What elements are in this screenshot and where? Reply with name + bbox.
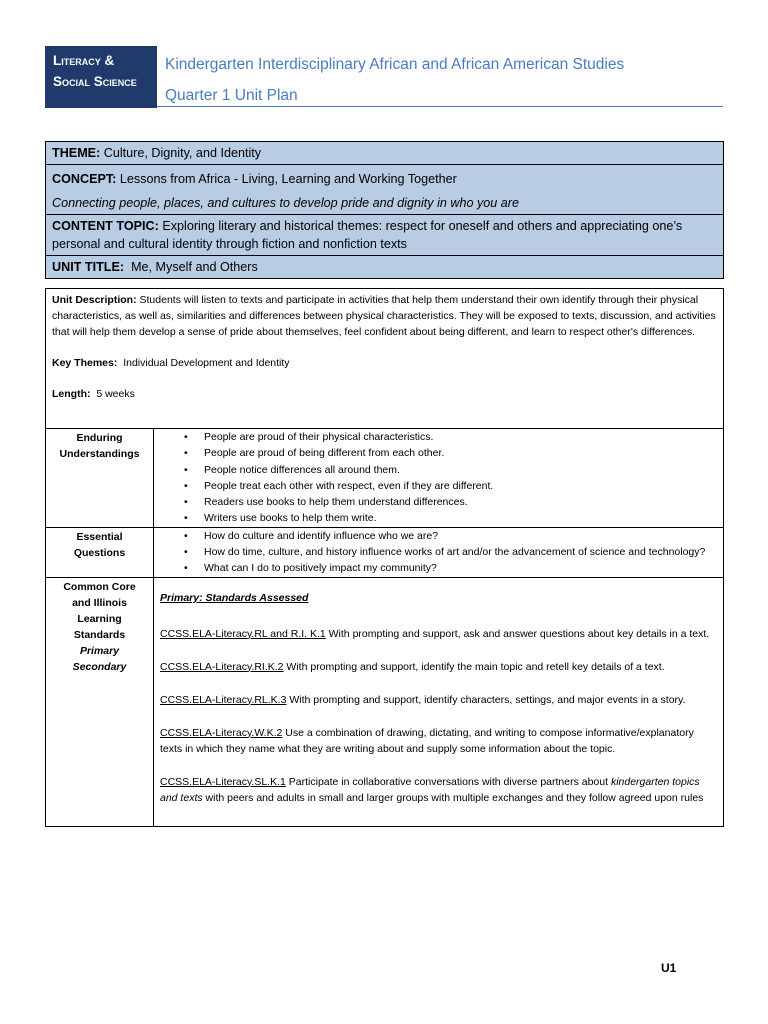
key-themes-label: Key Themes: <box>52 357 118 369</box>
standard-text: with peers and adults in small and larger groups with multiple exchanges and they follow agreed upon rules <box>202 791 704 804</box>
document-subtitle: Quarter 1 Unit Plan <box>165 87 298 104</box>
list-item: • What can I do to positively impact my community? <box>204 560 723 576</box>
key-themes <box>52 355 717 371</box>
unit-title-value: Me, Myself and Others <box>131 260 258 274</box>
list-item: • Readers use books to help them understand differences. <box>204 494 723 510</box>
standards-heading: Primary: Standards Assessed <box>160 591 309 604</box>
concept-label: CONCEPT: <box>52 172 117 186</box>
unit-description-label: Unit Description: <box>52 294 137 306</box>
concept-note: Connecting people, places, and cultures to develop pride and dignity in who you are <box>52 196 519 210</box>
length-value: 5 weeks <box>96 388 135 400</box>
theme-table <box>45 141 724 279</box>
standards-row <box>46 577 724 826</box>
enduring-row <box>46 429 724 528</box>
document-title: Kindergarten Interdisciplinary African and African American Studies <box>165 56 625 73</box>
unit-plan-table <box>45 288 724 827</box>
standard-code[interactable]: CCSS.ELA-Literacy.SL.K.1 <box>160 775 286 788</box>
description-row <box>46 289 724 429</box>
concept-row <box>46 165 724 215</box>
standard-item <box>160 659 717 675</box>
unit-title-row <box>46 256 724 279</box>
standard-code[interactable]: CCSS.ELA-Literacy.W.K.2 <box>160 726 283 739</box>
standards-label-line-6: Secondary <box>72 660 127 673</box>
essential-row <box>46 527 724 577</box>
standard-code[interactable]: CCSS.ELA-Literacy.RI.K.2 <box>160 660 284 673</box>
standard-text-italic: kindergarten topics and texts <box>160 775 700 804</box>
standard-text: Use a combination of drawing, dictating, and writing to compose informative/explanatory texts in which they name what they are writing about and supply some information about the topic. <box>160 726 694 755</box>
standard-code[interactable]: CCSS.ELA-Literacy.RL and R.I. K.1 <box>160 627 326 640</box>
logo-line-1: Literacy & <box>53 53 115 68</box>
length <box>52 386 717 402</box>
standard-text: With prompting and support, identify characters, settings, and major events in a story. <box>286 693 686 706</box>
standards-label-line-5: Primary <box>79 644 120 657</box>
essential-content <box>154 527 724 577</box>
list-item: • People are proud of their physical characteristics. <box>204 429 723 445</box>
essential-list <box>154 528 723 577</box>
essential-label <box>46 527 154 577</box>
enduring-label <box>46 429 154 528</box>
enduring-label-line-1: Enduring <box>76 432 123 444</box>
standard-item <box>160 774 717 806</box>
enduring-list <box>154 429 723 527</box>
length-label: Length: <box>52 388 91 400</box>
list-item: • People treat each other with respect, even if they are different. <box>204 478 723 494</box>
unit-description <box>52 292 717 340</box>
header-divider <box>157 106 723 107</box>
standard-text: Participate in collaborative conversations with diverse partners about <box>285 775 611 788</box>
essential-label-line-2: Questions <box>73 546 126 559</box>
literacy-social-science-logo <box>45 46 157 108</box>
standards-label-line-2: and Illinois <box>72 596 127 609</box>
logo-line-2: Social Science <box>53 74 137 89</box>
content-topic-value: Exploring literary and historical themes: respect for oneself and others and appreciating one’s personal and cultural identity through fiction and nonfiction texts <box>52 219 683 251</box>
list-item: • People notice differences all around them. <box>204 462 723 478</box>
page-number: U1 <box>661 961 677 975</box>
theme-value: Culture, Dignity, and Identity <box>103 146 262 160</box>
unit-description-text: Students will listen to texts and participate in activities that help them understand their own identify through their physical characteristics, as well as, similarities and differences between physical characteristics. They will be exposed to texts, discussion, and activities that will help them develop a sense of pride about themselves, feel confident about being different, and learn to respect other's differences. <box>52 294 716 338</box>
standard-item <box>160 626 717 642</box>
essential-label-line-1: Essential <box>76 530 123 543</box>
standards-label-line-3: Learning <box>77 612 122 625</box>
standard-item <box>160 725 717 757</box>
key-themes-value: Individual Development and Identity <box>123 357 290 369</box>
standard-item <box>160 692 717 708</box>
concept-value: Lessons from Africa - Living, Learning and Working Together <box>119 172 457 186</box>
list-item: • Writers use books to help them write. <box>204 510 723 526</box>
standard-text: With prompting and support, identify the main topic and retell key details of a text. <box>283 660 665 673</box>
list-item: • People are proud of being different from each other. <box>204 445 723 461</box>
standards-label-line-4: Standards <box>73 628 126 641</box>
content-topic-label: CONTENT TOPIC: <box>52 219 159 233</box>
standards-label <box>46 577 154 826</box>
standard-text: With prompting and support, ask and answer questions about key details in a text. <box>325 627 710 640</box>
theme-row <box>46 142 724 165</box>
unit-title-label: UNIT TITLE: <box>52 260 125 274</box>
list-item: • How do time, culture, and history influence works of art and/or the advancement of science and technology? <box>204 544 723 560</box>
list-item: • How do culture and identify influence who we are? <box>204 528 723 544</box>
standards-content <box>154 577 724 826</box>
standard-code[interactable]: CCSS.ELA-Literacy.RL.K.3 <box>160 693 287 706</box>
enduring-content <box>154 429 724 528</box>
content-topic-row <box>46 215 724 256</box>
theme-label: THEME: <box>52 146 101 160</box>
standards-label-line-1: Common Core <box>63 580 136 593</box>
enduring-label-line-2: Understandings <box>59 448 140 460</box>
